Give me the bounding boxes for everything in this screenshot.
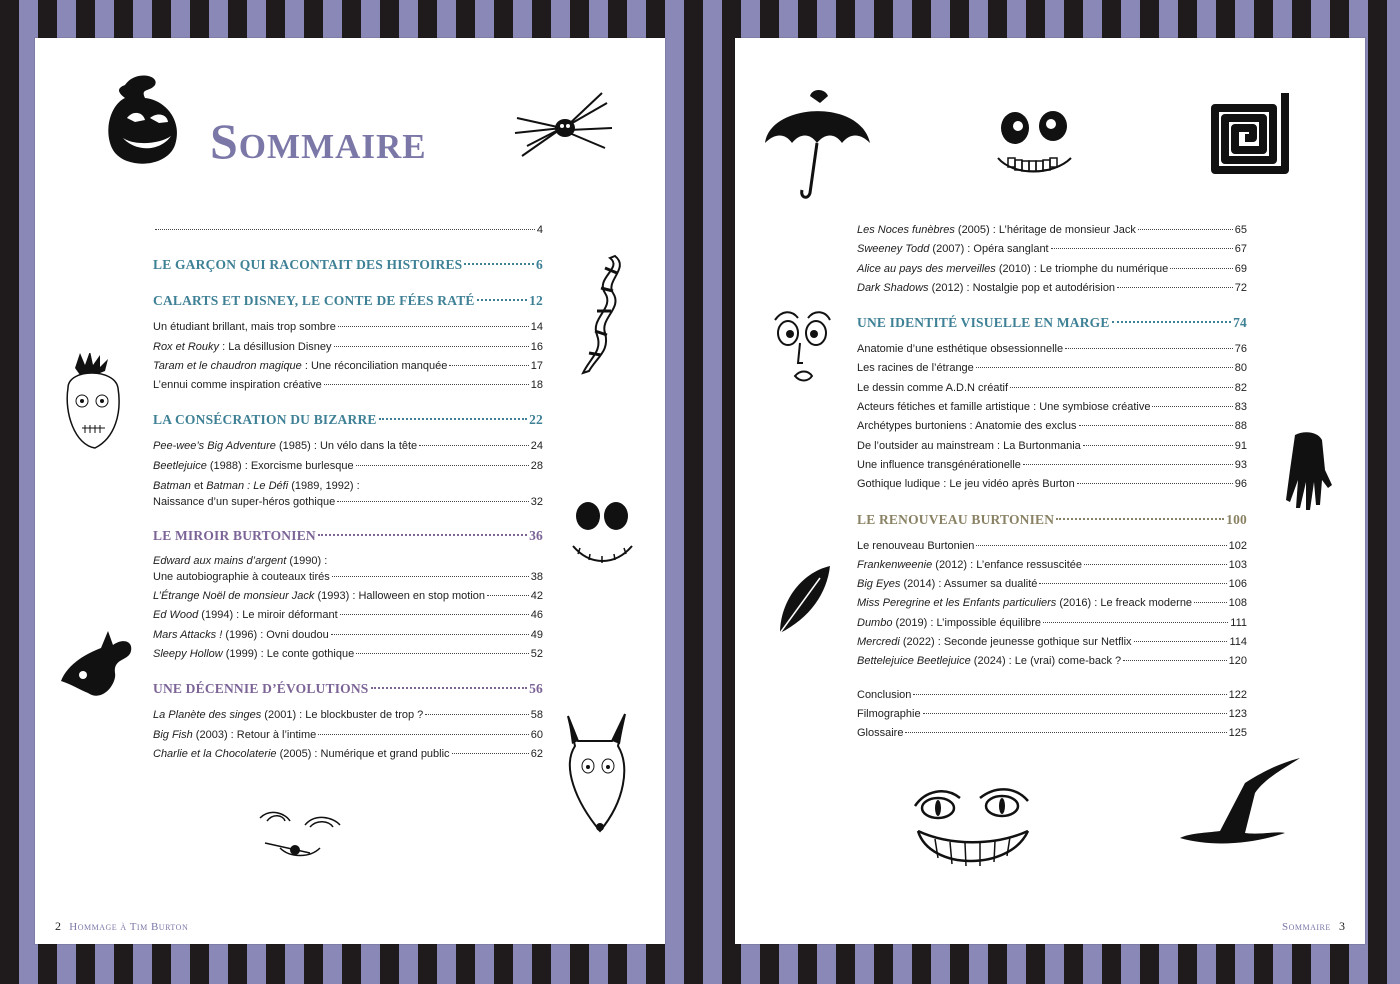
- sparky-dog-icon: [560, 706, 635, 836]
- entry-text: (2005) : L’héritage de monsieur Jack: [954, 224, 1136, 236]
- entry-text: (2022) : Seconde jeunesse gothique sur Netflix: [899, 636, 1132, 649]
- toc-entry[interactable]: [857, 575, 1247, 594]
- toc-entry-title: [153, 569, 330, 586]
- toc-page-number: 69: [1234, 262, 1247, 275]
- feather-icon: [775, 563, 835, 638]
- toc-entry[interactable]: [153, 376, 543, 395]
- toc-page-number: 108: [1228, 597, 1247, 610]
- toc-entry[interactable]: [857, 724, 1247, 743]
- toc-entry-title: [153, 706, 423, 725]
- toc-entry[interactable]: [153, 745, 543, 764]
- oogie-boogie-icon: [105, 70, 185, 170]
- right-toc: [857, 221, 1247, 744]
- leader-dots: [464, 263, 534, 265]
- section-heading[interactable]: [153, 678, 543, 700]
- entry-text: (1994) : Le miroir déformant: [198, 609, 338, 622]
- entry-text: (1999) : Le conte gothique: [222, 647, 355, 660]
- leader-dots: [1056, 518, 1224, 520]
- toc-entry[interactable]: [153, 726, 543, 745]
- toc-page-number: 32: [530, 496, 543, 509]
- left-page: [35, 38, 665, 944]
- footer-book-title: Hommage à Tim Burton: [69, 921, 189, 933]
- section-heading[interactable]: [857, 509, 1247, 531]
- toc-page-number: 28: [530, 459, 543, 472]
- page-number: 2: [55, 919, 61, 933]
- leader-dots: [477, 299, 527, 301]
- entry-text: : Une réconciliation manquée: [301, 359, 448, 372]
- section-title: UNE DÉCENNIE D’ÉVOLUTIONS: [153, 681, 369, 697]
- toc-page-number: 52: [530, 647, 543, 660]
- toc-page-number: 96: [1234, 478, 1247, 491]
- leader-dots: [318, 534, 527, 536]
- toc-entry[interactable]: [153, 569, 543, 586]
- toc-entry-title: [857, 652, 1121, 671]
- entry-text: Conclusion: [857, 688, 912, 701]
- footer-section-title: Sommaire: [1281, 921, 1331, 933]
- leader-dots: [1023, 464, 1233, 465]
- spider-icon: [507, 88, 622, 168]
- toc-entry[interactable]: [857, 614, 1247, 633]
- right-footer: [1282, 919, 1345, 934]
- section-heading[interactable]: [857, 312, 1247, 334]
- left-footer: [55, 919, 188, 934]
- leader-dots: [337, 501, 529, 502]
- toc-entry-title: [153, 494, 335, 511]
- entry-text: (2001) : Le blockbuster de trop ?: [261, 709, 424, 722]
- toc-page-number: 114: [1229, 636, 1247, 649]
- leader-dots: [1134, 641, 1228, 642]
- entry-text: Un étudiant brillant, mais trop sombre: [153, 321, 336, 334]
- leader-dots: [1083, 445, 1233, 446]
- toc-page-number: 102: [1228, 539, 1247, 552]
- toc-entry[interactable]: [857, 594, 1247, 613]
- section-title: LE RENOUVEAU BURTONIEN: [857, 511, 1055, 527]
- toc-entry-title: [857, 398, 1150, 417]
- toc-entry[interactable]: [857, 398, 1247, 417]
- sally-face-icon: [255, 803, 345, 863]
- toc-entry-line1: [153, 553, 543, 569]
- entry-text: (1985) : Un vélo dans la tête: [275, 440, 418, 453]
- toc-entry[interactable]: [857, 475, 1247, 494]
- entry-text: (1993) : Halloween en stop motion: [314, 590, 486, 603]
- section-title: LE MIROIR BURTONIEN: [153, 528, 316, 544]
- shrunken-head-icon: [60, 353, 125, 453]
- toc-page-number: 103: [1228, 558, 1247, 571]
- leader-dots: [356, 465, 529, 466]
- toc-page-number: 24: [530, 440, 543, 453]
- toc-entry[interactable]: [153, 457, 543, 476]
- film-title: L’Étrange Noël de monsieur Jack: [153, 590, 315, 603]
- section-page-number: 100: [1226, 511, 1247, 527]
- entry-text: (1990) :: [286, 555, 328, 568]
- toc-entry-multiline[interactable]: [153, 553, 543, 586]
- toc-entry-title: [857, 686, 911, 705]
- leader-dots: [1079, 425, 1233, 426]
- leader-dots: [1123, 660, 1227, 661]
- section-heading[interactable]: [153, 409, 543, 431]
- spiral-icon: [1195, 88, 1295, 188]
- leader-dots: [1194, 602, 1227, 603]
- film-title: Mars Attacks !: [153, 628, 223, 641]
- leader-dots: [338, 326, 529, 327]
- entry-text: Le dessin comme A.D.N créatif: [857, 381, 1009, 394]
- leader-dots: [332, 576, 529, 577]
- cheshire-cat-icon: [910, 776, 1035, 876]
- entry-text: Le renouveau Burtonien: [857, 539, 975, 552]
- leader-dots: [1152, 406, 1232, 407]
- section-heading[interactable]: [153, 290, 543, 312]
- toc-entry[interactable]: [153, 357, 543, 376]
- entry-text: De l’outsider au mainstream : La Burtonmania: [857, 439, 1081, 452]
- film-title: Ed Wood: [153, 609, 199, 622]
- toc-entry[interactable]: [857, 456, 1247, 475]
- toc-entry[interactable]: [857, 260, 1247, 279]
- toc-page-number: 65: [1234, 224, 1247, 236]
- section-page-number: 6: [536, 257, 543, 273]
- entry-text: L’ennui comme inspiration créative: [153, 379, 322, 392]
- entry-text: (2007) : Opéra sanglant: [929, 243, 1049, 256]
- toc-entry[interactable]: [857, 240, 1247, 259]
- witch-hat-icon: [1175, 753, 1305, 853]
- leader-dots: [371, 687, 528, 689]
- toc-entry-title: [153, 457, 354, 476]
- film-title: Dark Shadows: [857, 281, 929, 294]
- toc-entry-line1: [153, 478, 543, 494]
- entry-text: (2019) : L’impossible équilibre: [892, 616, 1042, 629]
- toc-page-number: 62: [530, 747, 543, 760]
- film-title: Frankenweenie: [857, 558, 933, 571]
- corpse-bride-face-icon: [770, 308, 835, 393]
- leader-dots: [1043, 622, 1228, 623]
- toc-entry[interactable]: [153, 706, 543, 725]
- entry-text: Archétypes burtoniens : Anatomie des exclus: [857, 420, 1077, 433]
- toc-entry-title: [857, 705, 921, 724]
- toc-entry-title: [857, 537, 974, 556]
- leader-dots: [913, 694, 1226, 695]
- film-title: Edward aux mains d’argent: [153, 555, 287, 568]
- toc-page-number: 123: [1228, 707, 1247, 720]
- toc-page-number: 49: [530, 628, 543, 641]
- toc-entry[interactable]: [153, 626, 543, 645]
- leader-dots: [155, 229, 535, 230]
- toc-page-number: 67: [1234, 243, 1247, 256]
- film-title: Batman : Le Défi: [206, 480, 289, 493]
- film-title: Pee-wee’s Big Adventure: [153, 440, 276, 453]
- leader-dots: [1112, 321, 1232, 323]
- toc-entry[interactable]: [153, 587, 543, 606]
- film-title: Sleepy Hollow: [153, 647, 223, 660]
- spacer: [857, 672, 1247, 686]
- film-title: Sweeney Todd: [857, 243, 930, 256]
- toc-entry-title: [857, 456, 1021, 475]
- film-title: La Planète des singes: [153, 709, 262, 722]
- toc-page-number: 88: [1234, 420, 1247, 433]
- toc-entry-title: [153, 376, 322, 395]
- section-page-number: 12: [529, 293, 543, 309]
- entry-text: (2012) : Nostalgie pop et autodérision: [928, 281, 1116, 294]
- film-title: Charlie et la Chocolaterie: [153, 747, 277, 760]
- dog-zero-icon: [53, 623, 138, 708]
- entry-text: (2016) : Le freack moderne: [1056, 597, 1193, 610]
- toc-entry-title: [857, 614, 1041, 633]
- entry-text: (2024) : Le (vrai) come-back ?: [970, 655, 1122, 668]
- toc-entry-title: [857, 724, 903, 743]
- leader-dots: [331, 634, 529, 635]
- toc-page-number: 82: [1234, 381, 1247, 394]
- toc-entry[interactable]: [857, 417, 1247, 436]
- right-page: [735, 38, 1365, 944]
- toc-entry-title: [857, 221, 1136, 240]
- toc-entry[interactable]: [153, 437, 543, 456]
- film-title: Bettelejuice Beetlejuice: [857, 655, 971, 668]
- film-title: Mercredi: [857, 636, 900, 649]
- scarf-icon: [575, 253, 625, 378]
- toc-entry-title: [153, 645, 354, 664]
- toc-entry-title: [857, 279, 1115, 298]
- toc-entry-title: [857, 379, 1008, 398]
- film-title: Dumbo: [857, 616, 893, 629]
- entry-text: Une influence transgénérationelle: [857, 458, 1021, 471]
- film-title: Taram et le chaudron magique: [153, 359, 302, 372]
- toc-page-number: 17: [530, 359, 543, 372]
- leader-dots: [452, 753, 529, 754]
- toc-entry[interactable]: [857, 279, 1247, 298]
- skull-face-icon: [993, 108, 1078, 188]
- entry-text: (1996) : Ovni doudou: [222, 628, 329, 641]
- toc-entry[interactable]: [153, 338, 543, 357]
- toc-page-number: 42: [530, 590, 543, 603]
- film-title: Batman: [153, 480, 191, 493]
- toc-page-number: 91: [1234, 439, 1247, 452]
- film-title: Big Fish: [153, 728, 193, 741]
- toc-entry-title: [857, 594, 1192, 613]
- leader-dots: [356, 653, 529, 654]
- section-title: LE GARÇON QUI RACONTAIT DES HISTOIRES: [153, 257, 463, 273]
- left-toc: [153, 221, 543, 764]
- toc-entry-title: [857, 240, 1049, 259]
- thing-hand-icon: [1280, 430, 1335, 515]
- toc-entry-multiline[interactable]: [153, 478, 543, 511]
- leader-dots: [318, 734, 529, 735]
- leader-dots: [487, 595, 529, 596]
- umbrella-icon: [760, 88, 875, 203]
- toc-page-number: 14: [530, 321, 543, 334]
- leader-dots: [1065, 348, 1233, 349]
- toc-entry-title: [153, 587, 485, 606]
- section-page-number: 56: [529, 681, 543, 697]
- leader-dots: [1117, 287, 1233, 288]
- leader-dots: [1170, 268, 1233, 269]
- entry-text: (2010) : Le triomphe du numérique: [995, 262, 1169, 275]
- entry-text: Glossaire: [857, 727, 904, 740]
- toc-entry-title: [857, 556, 1082, 575]
- toc-entry-title: [153, 437, 417, 456]
- jack-skellington-icon: [570, 496, 635, 576]
- section-heading[interactable]: [153, 525, 543, 547]
- toc-entry-title: [857, 575, 1037, 594]
- toc-page-number: 122: [1228, 688, 1247, 701]
- leader-dots: [379, 418, 527, 420]
- entry-text: Acteurs fétiches et famille artistique : Une symbiose créative: [857, 401, 1151, 414]
- film-title: Rox et Rouky: [153, 340, 220, 353]
- toc-entry-title: [153, 726, 316, 745]
- toc-entry-title: [153, 626, 329, 645]
- section-page-number: 74: [1233, 315, 1247, 331]
- entry-text: Filmographie: [857, 707, 921, 720]
- section-title: UNE IDENTITÉ VISUELLE EN MARGE: [857, 315, 1110, 331]
- toc-entry[interactable]: [153, 318, 543, 337]
- leader-dots: [1051, 248, 1233, 249]
- leader-dots: [425, 714, 528, 715]
- toc-page-number: 83: [1234, 401, 1247, 414]
- entry-text: (2012) : L’enfance ressuscitée: [932, 558, 1083, 571]
- toc-page-number: 125: [1228, 727, 1247, 740]
- toc-entry[interactable]: [857, 340, 1247, 359]
- leader-dots: [905, 732, 1226, 733]
- leader-dots: [1077, 483, 1233, 484]
- toc-entry-title: [857, 260, 1168, 279]
- page-title: Sommaire: [210, 113, 427, 169]
- leader-dots: [976, 545, 1226, 546]
- toc-page-number: 93: [1234, 458, 1247, 471]
- entry-text: (2003) : Retour à l’intime: [192, 728, 317, 741]
- film-title: Miss Peregrine et les Enfants particuliers: [857, 597, 1057, 610]
- toc-page-number: 76: [1234, 343, 1247, 356]
- toc-page-number: 46: [530, 609, 543, 622]
- toc-entry-title: [857, 475, 1075, 494]
- toc-page-number: 18: [530, 379, 543, 392]
- toc-entry[interactable]: [153, 494, 543, 511]
- film-title: Les Noces funèbres: [857, 224, 955, 236]
- leader-dots: [1138, 229, 1233, 230]
- toc-entry-title: [857, 633, 1132, 652]
- leader-dots: [449, 365, 528, 366]
- leader-dots: [923, 713, 1227, 714]
- entry-text: (2014) : Assumer sa dualité: [900, 578, 1038, 591]
- section-page-number: 36: [529, 528, 543, 544]
- toc-page-number: 80: [1234, 362, 1247, 375]
- entry-text: (1989, 1992) :: [288, 480, 360, 493]
- toc-entry[interactable]: [857, 537, 1247, 556]
- toc-entry-title: [153, 318, 336, 337]
- leader-dots: [419, 445, 529, 446]
- entry-text: : La désillusion Disney: [219, 340, 332, 353]
- toc-entry[interactable]: [857, 556, 1247, 575]
- toc-entry[interactable]: [857, 437, 1247, 456]
- section-page-number: 22: [529, 412, 543, 428]
- leader-dots: [1039, 583, 1226, 584]
- leader-dots: [340, 614, 529, 615]
- entry-text: (1988) : Exorcisme burlesque: [206, 459, 354, 472]
- section-title: LA CONSÉCRATION DU BIZARRE: [153, 412, 377, 428]
- toc-entry[interactable]: [857, 705, 1247, 724]
- entry-text: Les racines de l’étrange: [857, 362, 974, 375]
- toc-entry[interactable]: [153, 221, 543, 240]
- film-title: Beetlejuice: [153, 459, 207, 472]
- leader-dots: [334, 346, 529, 347]
- toc-entry[interactable]: [857, 379, 1247, 398]
- section-title: CALARTS ET DISNEY, LE CONTE DE FÉES RATÉ: [153, 293, 475, 309]
- toc-entry[interactable]: [153, 606, 543, 625]
- entry-text: Une autobiographie à couteaux tirés: [153, 571, 330, 584]
- toc-entry-title: [857, 340, 1063, 359]
- leader-dots: [1084, 564, 1227, 565]
- entry-text: Gothique ludique : Le jeu vidéo après Burton: [857, 478, 1075, 491]
- toc-page-number: 72: [1234, 281, 1247, 294]
- toc-page-number: 111: [1230, 616, 1247, 629]
- toc-entry-title: [153, 745, 450, 764]
- toc-entry[interactable]: [857, 359, 1247, 378]
- toc-entry[interactable]: [857, 652, 1247, 671]
- film-title: Big Eyes: [857, 578, 901, 591]
- toc-entry[interactable]: [153, 645, 543, 664]
- page-number: 3: [1339, 919, 1345, 933]
- film-title: Alice au pays des merveilles: [857, 262, 996, 275]
- entry-text: et: [190, 480, 207, 493]
- leader-dots: [324, 384, 529, 385]
- toc-page-number: 16: [530, 340, 543, 353]
- toc-entry-title: [153, 357, 447, 376]
- toc-entry-title: [153, 606, 338, 625]
- entry-text: (2005) : Numérique et grand public: [276, 747, 450, 760]
- toc-entry-title: [857, 437, 1081, 456]
- toc-page-number: 106: [1228, 578, 1247, 591]
- toc-entry[interactable]: [857, 686, 1247, 705]
- toc-entry-title: [857, 417, 1077, 436]
- toc-page-number: 4: [536, 224, 543, 236]
- toc-entry[interactable]: [857, 633, 1247, 652]
- toc-page-number: 38: [530, 571, 543, 584]
- entry-text: Anatomie d’une esthétique obsessionnelle: [857, 343, 1064, 356]
- toc-page-number: 120: [1228, 655, 1247, 668]
- leader-dots: [1010, 387, 1233, 388]
- section-heading[interactable]: [153, 254, 543, 276]
- leader-dots: [976, 367, 1233, 368]
- toc-page-number: 58: [530, 709, 543, 722]
- entry-text: Naissance d’un super-héros gothique: [153, 496, 336, 509]
- toc-entry-title: [857, 359, 974, 378]
- toc-entry-title: [153, 338, 332, 357]
- toc-page-number: 60: [530, 728, 543, 741]
- toc-entry[interactable]: [857, 221, 1247, 240]
